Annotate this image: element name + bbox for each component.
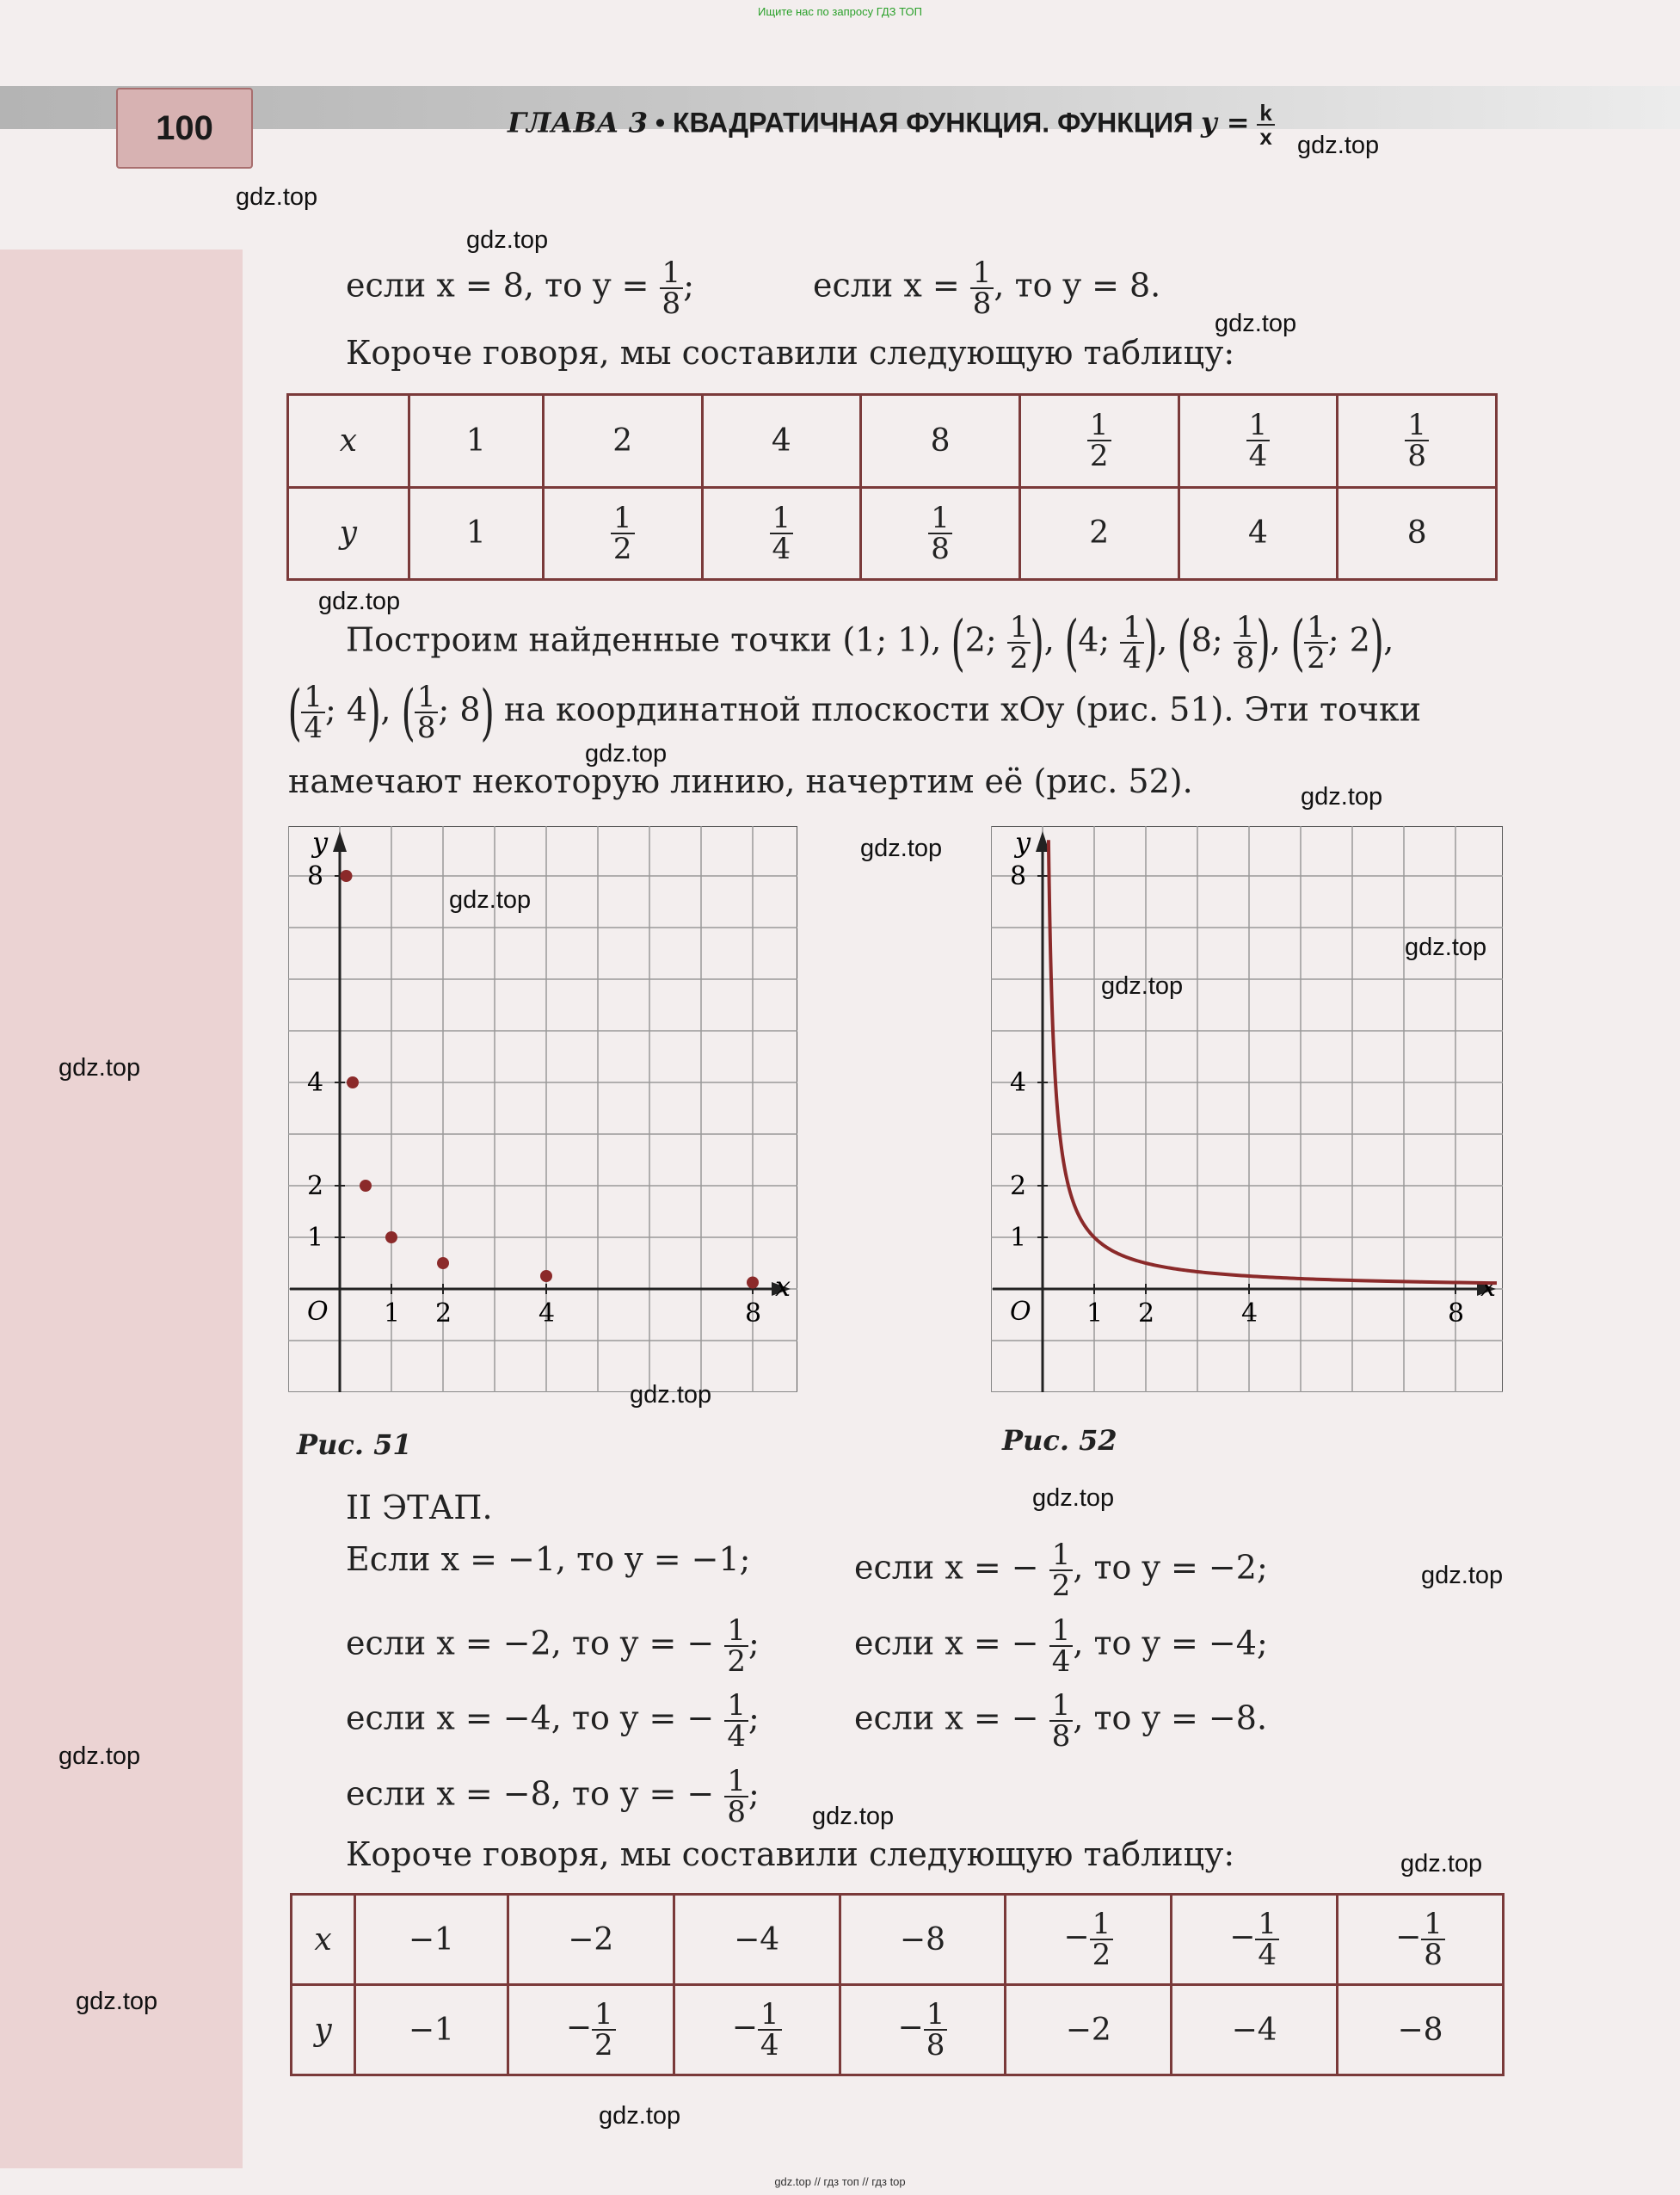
table1-cell-y-1: 1	[409, 487, 543, 580]
watermark-8: gdz.top	[1301, 783, 1383, 811]
table1-cell-x-2: 2	[543, 395, 702, 488]
table1-cell-y-6: 4	[1178, 487, 1338, 580]
fig51-y-tick-label: 8	[307, 861, 324, 891]
fig51-x-axis-label: x	[775, 1270, 791, 1303]
table2-cell-x-4: −8	[840, 1895, 1006, 1985]
stage2-line-3-right: если x = − $\frac{1}{8}$ , то y = −8.	[854, 1688, 1268, 1754]
figure-52-caption: Рис. 52	[1002, 1424, 1117, 1457]
watermark-14: gdz.top	[1032, 1484, 1115, 1512]
fig52-y-tick-label: 2	[1010, 1171, 1027, 1201]
chapter-title: КВАДРАТИЧНАЯ ФУНКЦИЯ. ФУНКЦИЯ	[672, 107, 1194, 139]
watermark-16: gdz.top	[58, 1742, 141, 1770]
stage2-line-1-right: если x = − $\frac{1}{2}$ , то y = −2;	[854, 1538, 1268, 1603]
watermark-9: gdz.top	[860, 835, 943, 862]
table1-cell-x-4: 8	[861, 395, 1020, 488]
fig52-x-tick-label: 1	[1086, 1298, 1104, 1329]
watermark-3: gdz.top	[1297, 132, 1380, 159]
fig52-x-tick-label: 2	[1138, 1298, 1155, 1329]
fig51-point	[347, 1076, 359, 1088]
figure-51-caption: Рис. 51	[297, 1428, 412, 1461]
table1-cell-x-1: 1	[409, 395, 543, 488]
values-table-1	[286, 393, 1498, 581]
fig52-y-tick-label: 4	[1010, 1068, 1027, 1098]
table1-cell-x-5: $\frac{1}{2}$	[1019, 395, 1178, 488]
table2-cell-x-6: − $\frac{1}{4}$	[1172, 1895, 1338, 1985]
points-line-3: намечают некоторую линию, начертим её (рис. 52).	[288, 762, 1193, 800]
figure-51-scatter	[288, 826, 797, 1392]
watermark-10: gdz.top	[1101, 972, 1184, 1000]
fig52-origin-label: O	[1010, 1297, 1031, 1327]
chapter-label: ГЛАВА 3	[508, 106, 648, 139]
table1-row-y	[288, 487, 1497, 580]
table2-cell-x-5: − $\frac{1}{2}$	[1006, 1895, 1172, 1985]
fig51-point	[360, 1180, 372, 1192]
table2-cell-y-7: −8	[1338, 1985, 1504, 2075]
table2-row-x	[292, 1895, 1504, 1985]
fig51-origin-label: O	[307, 1297, 329, 1327]
top-note: Ищите нас по запросу ГДЗ ТОП	[758, 5, 922, 18]
chapter-function: y = $\frac{k}{x}$	[1201, 107, 1275, 138]
fig51-point	[385, 1231, 397, 1243]
fig52-y-tick-label: 1	[1010, 1223, 1027, 1253]
watermark-17: gdz.top	[812, 1803, 895, 1830]
table1-cell-x-6: $\frac{1}{4}$	[1178, 395, 1338, 488]
fig52-x-axis-label: x	[1480, 1270, 1497, 1303]
watermark-15: gdz.top	[1421, 1562, 1504, 1589]
bottom-note: gdz.top // гдз топ // гдз top	[774, 2175, 906, 2188]
table2-cell-x-1: −1	[355, 1895, 508, 1985]
points-line-2: ( $\frac{1}{4}$ ; 4), ( $\frac{1}{8}$ ; 8) на координатной плоскости xOy (рис. 51). Эти точки	[287, 677, 1422, 748]
fig51-point	[437, 1257, 449, 1269]
table2-cell-y-5: −2	[1006, 1985, 1172, 2075]
fig52-y-axis-label: y	[1015, 826, 1031, 859]
stage2-line-4-left: если x = −8, то y = − $\frac{1}{8}$ ;	[346, 1764, 760, 1829]
fig51-y-tick-label: 2	[307, 1171, 324, 1201]
table2-cell-x-3: −4	[674, 1895, 840, 1985]
fig52-x-tick-label: 8	[1448, 1298, 1465, 1329]
fig51-y-axis-label: y	[312, 826, 329, 859]
watermark-4: gdz.top	[1215, 310, 1297, 337]
table1-label-y: y	[288, 487, 409, 580]
table1-cell-y-3: $\frac{1}{4}$	[702, 487, 861, 580]
table2-label-x: x	[292, 1895, 355, 1985]
table2-cell-y-1: −1	[355, 1985, 508, 2075]
fig51-y-tick-label: 1	[307, 1223, 324, 1253]
table1-cell-y-7: 8	[1338, 487, 1497, 580]
watermark-20: gdz.top	[599, 2102, 681, 2130]
watermark-12: gdz.top	[58, 1054, 141, 1082]
stage1-line1-left: если x = 8, то y = $\frac{1}{8}$ ;	[346, 256, 694, 321]
watermark-19: gdz.top	[76, 1988, 158, 2015]
fig51-y-tick-label: 4	[307, 1068, 324, 1098]
watermark-1: gdz.top	[236, 183, 318, 211]
stage2-heading: II ЭТАП.	[346, 1489, 493, 1526]
table1-row-x	[288, 395, 1497, 488]
watermark-2: gdz.top	[466, 226, 549, 254]
watermark-18: gdz.top	[1400, 1850, 1483, 1877]
chapter-heading: ГЛАВА 3 • КВАДРАТИЧНАЯ ФУНКЦИЯ. ФУНКЦИЯ y = $\frac{k}{x}$	[508, 102, 1275, 148]
stage1-summary: Короче говоря, мы составили следующую таблицу:	[346, 334, 1235, 372]
page-number: 100	[116, 88, 253, 169]
values-table-2	[290, 1893, 1505, 2076]
table2-row-y	[292, 1985, 1504, 2075]
watermark-7: gdz.top	[449, 886, 532, 914]
table1-cell-x-3: 4	[702, 395, 861, 488]
fig51-x-tick-label: 4	[538, 1298, 556, 1329]
table2-cell-y-6: −4	[1172, 1985, 1338, 2075]
stage2-line-2-right: если x = − $\frac{1}{4}$ , то y = −4;	[854, 1613, 1268, 1679]
watermark-13: gdz.top	[630, 1381, 712, 1409]
fig51-x-tick-label: 1	[384, 1298, 401, 1329]
stage1-line1-right: если x = $\frac{1}{8}$ , то y = 8.	[813, 256, 1161, 321]
left-margin-band	[0, 250, 243, 2168]
table1-label-x: x	[288, 395, 409, 488]
table1-cell-y-2: $\frac{1}{2}$	[543, 487, 702, 580]
points-line-1: Построим найденные точки (1; 1), (2; $\frac{1}{2}$ ), (4; $\frac{1}{4}$ ), (8; $\frac{1}{8}$ ), ( $\frac{1}{2}$ ; 2),	[346, 607, 1394, 678]
watermark-11: gdz.top	[1405, 934, 1487, 961]
table1-cell-x-7: $\frac{1}{8}$	[1338, 395, 1497, 488]
fig52-y-tick-label: 8	[1010, 861, 1027, 891]
fig51-x-tick-label: 8	[745, 1298, 762, 1329]
watermark-6: gdz.top	[585, 740, 668, 768]
table2-cell-x-7: − $\frac{1}{8}$	[1338, 1895, 1504, 1985]
stage2-summary: Короче говоря, мы составили следующую таблицу:	[346, 1835, 1235, 1873]
table1-cell-y-5: 2	[1019, 487, 1178, 580]
figure-52-hyperbola	[991, 826, 1503, 1392]
watermark-5: gdz.top	[318, 588, 401, 615]
fig51-point	[341, 870, 353, 882]
stage2-line-3-left: если x = −4, то y = − $\frac{1}{4}$ ;	[346, 1688, 760, 1754]
table2-cell-y-4: − $\frac{1}{8}$	[840, 1985, 1006, 2075]
stage2-line-1-left: Если x = −1, то y = −1;	[346, 1540, 751, 1578]
table2-cell-y-3: − $\frac{1}{4}$	[674, 1985, 840, 2075]
fig51-point	[747, 1277, 759, 1289]
fig52-x-tick-label: 4	[1241, 1298, 1258, 1329]
fig51-x-tick-label: 2	[435, 1298, 452, 1329]
fig51-point	[540, 1270, 552, 1282]
table2-cell-y-2: − $\frac{1}{2}$	[508, 1985, 674, 2075]
stage2-line-2-left: если x = −2, то y = − $\frac{1}{2}$ ;	[346, 1613, 760, 1679]
table2-cell-x-2: −2	[508, 1895, 674, 1985]
table2-label-y: y	[292, 1985, 355, 2075]
table1-cell-y-4: $\frac{1}{8}$	[861, 487, 1020, 580]
